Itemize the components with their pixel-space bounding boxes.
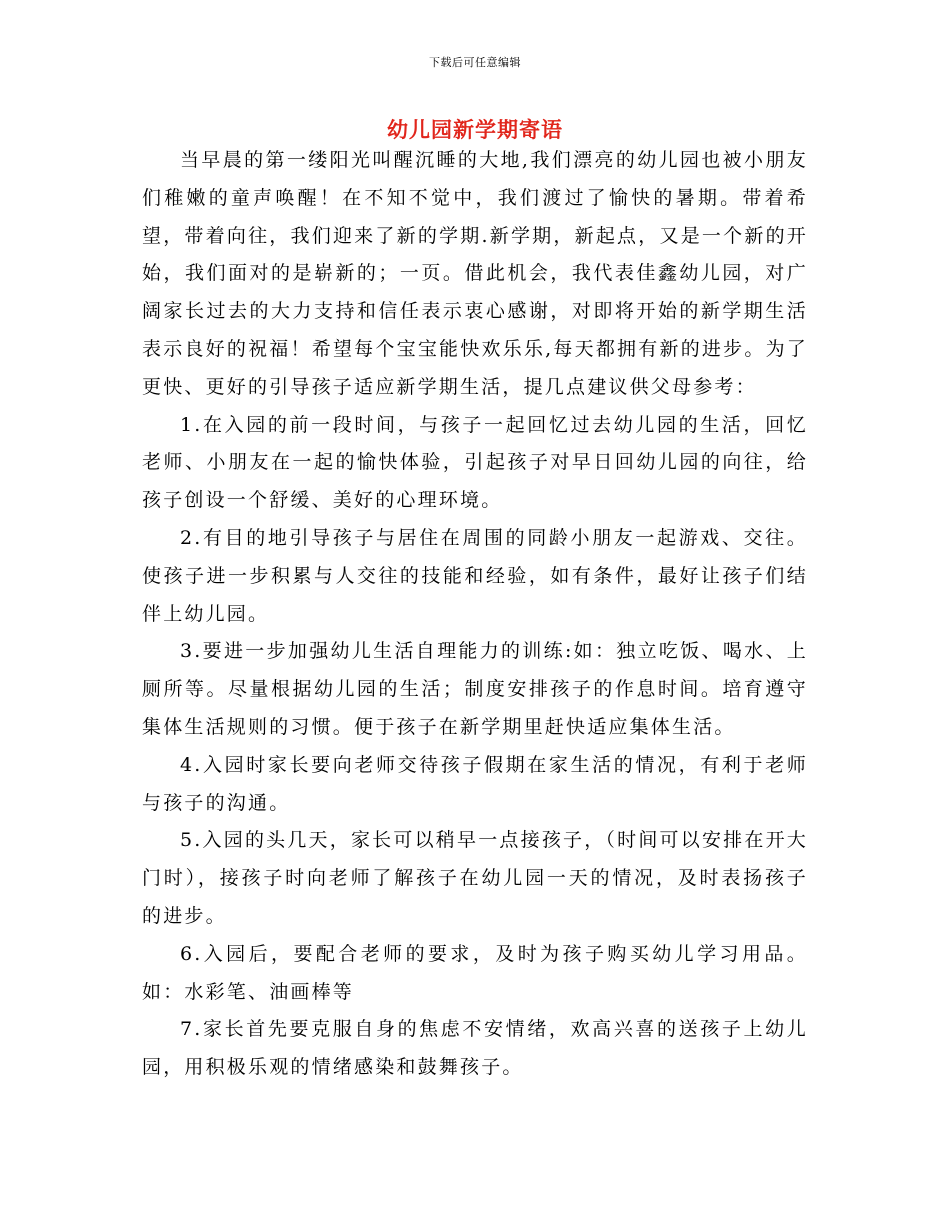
suggestion-paragraph-5: 5.入园的头几天，家长可以稍早一点接孩子，（时间可以安排在开大门时），接孩子时向老师了解孩子在幼儿园一天的情况，及时表扬孩子的进步。 <box>142 829 808 927</box>
suggestion-paragraph-7: 7.家长首先要克服自身的焦虑不安情绪，欢高兴喜的送孩子上幼儿园，用积极乐观的情绪感染和鼓舞孩子。 <box>142 1018 808 1079</box>
intro-paragraph: 当早晨的第一缕阳光叫醒沉睡的大地,我们漂亮的幼儿园也被小朋友们稚嫩的童声唤醒！在不知不觉中，我们渡过了愉快的暑期。带着希望，带着向往，我们迎来了新的学期.新学期，新起点，又是一个新的开始，我们面对的是崭新的；一页。借此机会，我代表佳鑫幼儿园，对广阔家长过去的大力支持和信任表示衷心感谢，对即将开始的新学期生活表示良好的祝福！希望每个宝宝能快欢乐乐,每天都拥有新的进步。为了更快、更好的引导孩子适应新学期生活，提几点建议供父母参考： <box>142 149 808 398</box>
suggestion-paragraph-4: 4.入园时家长要向老师交待孩子假期在家生活的情况，有利于老师与孩子的沟通。 <box>142 753 808 814</box>
suggestion-paragraph-1: 1.在入园的前一段时间，与孩子一起回忆过去幼儿园的生活，回忆老师、小朋友在一起的愉快体验，引起孩子对早日回幼儿园的向往，给孩子创设一个舒缓、美好的心理环境。 <box>142 413 808 512</box>
suggestion-paragraph-3: 3.要进一步加强幼儿生活自理能力的训练:如：独立吃饭、喝水、上厕所等。尽量根据幼儿园的生活；制度安排孩子的作息时间。培育遵守集体生活规则的习惯。便于孩子在新学期里赶快适应集体生活。 <box>142 640 808 738</box>
suggestion-paragraph-6: 6.入园后，要配合老师的要求，及时为孩子购买幼儿学习用品。如：水彩笔、油画棒等 <box>142 942 808 1003</box>
document-body <box>142 142 808 1087</box>
suggestion-paragraph-2: 2.有目的地引导孩子与居住在周围的同龄小朋友一起游戏、交往。使孩子进一步积累与人交往的技能和经验，如有条件，最好让孩子们结伴上幼儿园。 <box>142 526 808 625</box>
document-title: 幼儿园新学期寄语 <box>387 117 563 142</box>
header-note: 下载后可任意编辑 <box>429 56 521 69</box>
